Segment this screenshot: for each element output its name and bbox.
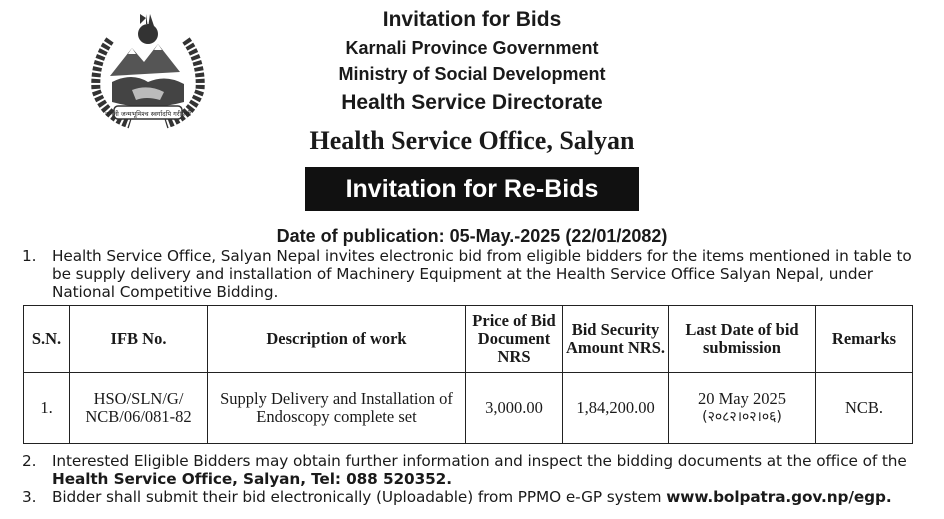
cell-price: 3,000.00 — [466, 373, 563, 444]
paragraph-1 — [22, 247, 922, 301]
paragraph-text: Bidder shall submit their bid electronically (Uploadable) from PPMO e-GP system — [52, 488, 662, 506]
table-header-row — [24, 306, 913, 373]
directorate-name: Health Service Directorate — [341, 91, 603, 114]
col-header-remarks: Remarks — [816, 306, 913, 373]
col-header-ifb: IFB No. — [70, 306, 208, 373]
paragraph-number: 1. — [22, 247, 37, 265]
paragraph-text: Interested Eligible Bidders may obtain further information and inspect the bidding documents at the office of the — [52, 452, 907, 470]
invitation-title: Invitation for Bids — [382, 8, 562, 31]
ministry-name: Ministry of Social Development — [338, 64, 606, 84]
office-name: Health Service Office, Salyan — [309, 126, 635, 155]
last-date-ad: 20 May 2025 — [698, 389, 786, 408]
paragraph-3 — [22, 488, 922, 506]
rebids-banner: Invitation for Re-Bids — [305, 167, 639, 211]
paragraph-text: Health Service Office, Salyan Nepal invites electronic bid from eligible bidders for the items mentioned in table to be supply delivery and installation of Machinery Equipment at the Health Service Office Salyan Nepal, under National Competitive Bidding. — [52, 247, 912, 301]
emblem-motto: जननी जन्मभूमिश्च स्वर्गादपि गरीयसी — [105, 110, 191, 118]
cell-description: Supply Delivery and Installation of Endoscopy complete set — [208, 373, 466, 444]
egp-url: www.bolpatra.gov.np/egp. — [666, 488, 892, 506]
paragraph-2 — [22, 452, 922, 488]
bids-table — [23, 305, 913, 444]
publication-date: Date of publication: 05-May.-2025 (22/01/2082) — [276, 226, 668, 246]
col-header-last-date: Last Date of bid submission — [669, 306, 816, 373]
cell-security: 1,84,200.00 — [563, 373, 669, 444]
paragraph-number: 3. — [22, 488, 37, 506]
col-header-sn: S.N. — [24, 306, 70, 373]
cell-last-date — [669, 373, 816, 444]
province-name: Karnali Province Government — [345, 38, 599, 58]
table-row — [24, 373, 913, 444]
office-contact: Health Service Office, Salyan, Tel: 088 520352. — [52, 470, 452, 488]
cell-ifb: HSO/SLN/G/ NCB/06/081-82 — [70, 373, 208, 444]
col-header-description: Description of work — [208, 306, 466, 373]
col-header-price: Price of Bid Document NRS — [466, 306, 563, 373]
last-date-bs: (२०८२।०२।०६) — [702, 409, 782, 425]
paragraph-number: 2. — [22, 452, 37, 470]
cell-remarks: NCB. — [816, 373, 913, 444]
cell-sn: 1. — [24, 373, 70, 444]
col-header-security: Bid Security Amount NRS. — [563, 306, 669, 373]
